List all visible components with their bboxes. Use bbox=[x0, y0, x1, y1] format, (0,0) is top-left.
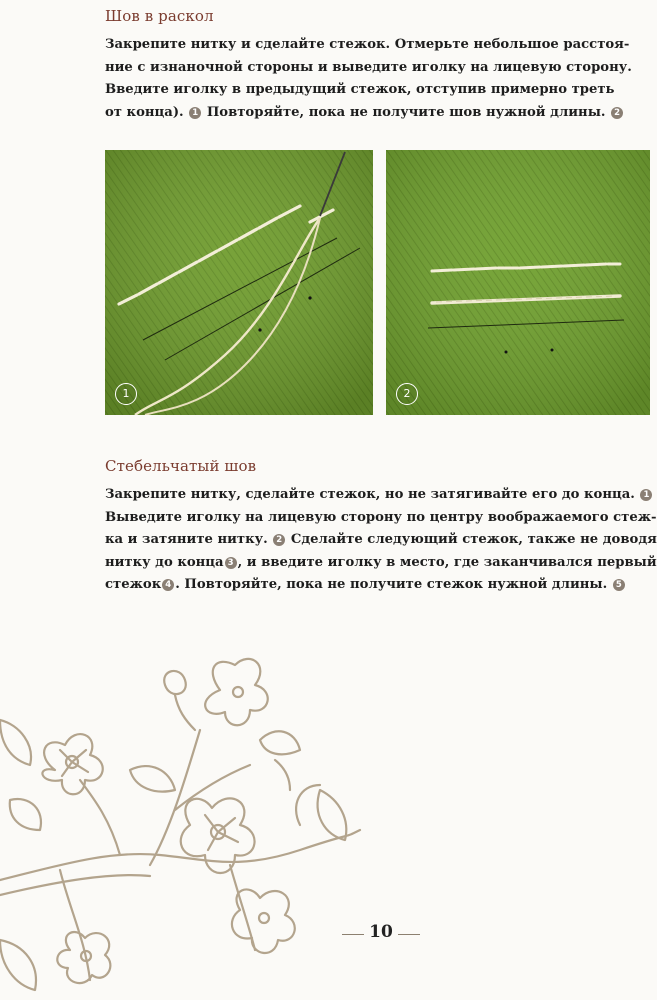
text-line: ка и затяните нитку. 2 Сделайте следующий стежок, также не доводя bbox=[105, 532, 657, 548]
step-number-badge: 4 bbox=[162, 579, 174, 591]
text-line: Введите иголку в предыдущий стежок, отступив примерно треть bbox=[105, 82, 615, 98]
page-number-rule-right bbox=[398, 934, 420, 935]
floral-branch-ornament bbox=[0, 650, 370, 1000]
step-number-badge: 2 bbox=[273, 534, 285, 546]
step-number-badge: 1 bbox=[640, 489, 652, 501]
text-line: от конца). 1 Повторяйте, пока не получите шов нужной длины. 2 bbox=[105, 102, 650, 125]
text-line: стежок 4 . Повторяйте, пока не получите стежок нужной длины. 5 bbox=[105, 574, 650, 597]
page-number: 10 bbox=[369, 922, 393, 942]
section-title-stem-stitch: Стебельчатый шов bbox=[105, 457, 257, 475]
photo-number-badge: 1 bbox=[115, 383, 137, 405]
split-stitch-instructions bbox=[105, 34, 650, 124]
photo-split-stitch-step-1 bbox=[105, 150, 373, 415]
fabric-photo bbox=[386, 150, 650, 415]
photo-number-badge: 2 bbox=[396, 383, 418, 405]
step-number-badge: 2 bbox=[611, 107, 623, 119]
step-number-badge: 1 bbox=[189, 107, 201, 119]
text-line: Закрепите нитку, сделайте стежок, но не затягивайте его до конца. 1 bbox=[105, 484, 650, 507]
text-line: ние с изнаночной стороны и выведите иголку на лицевую сторону. bbox=[105, 59, 632, 75]
fabric-photo bbox=[105, 150, 373, 415]
stem-stitch-instructions bbox=[105, 484, 657, 597]
text-line: Выведите иголку на лицевую сторону по центру воображаемого стеж- bbox=[105, 509, 657, 525]
step-number-badge: 5 bbox=[613, 579, 625, 591]
section-title-split-stitch: Шов в раскол bbox=[105, 7, 214, 25]
photo-split-stitch-step-2 bbox=[386, 150, 650, 415]
step-number-badge: 3 bbox=[225, 557, 237, 569]
text-line: Закрепите нитку и сделайте стежок. Отмерьте небольшое расстоя- bbox=[105, 37, 630, 52]
text-line: нитку до конца 3 , и введите иголку в место, где заканчивался первый bbox=[105, 554, 657, 570]
